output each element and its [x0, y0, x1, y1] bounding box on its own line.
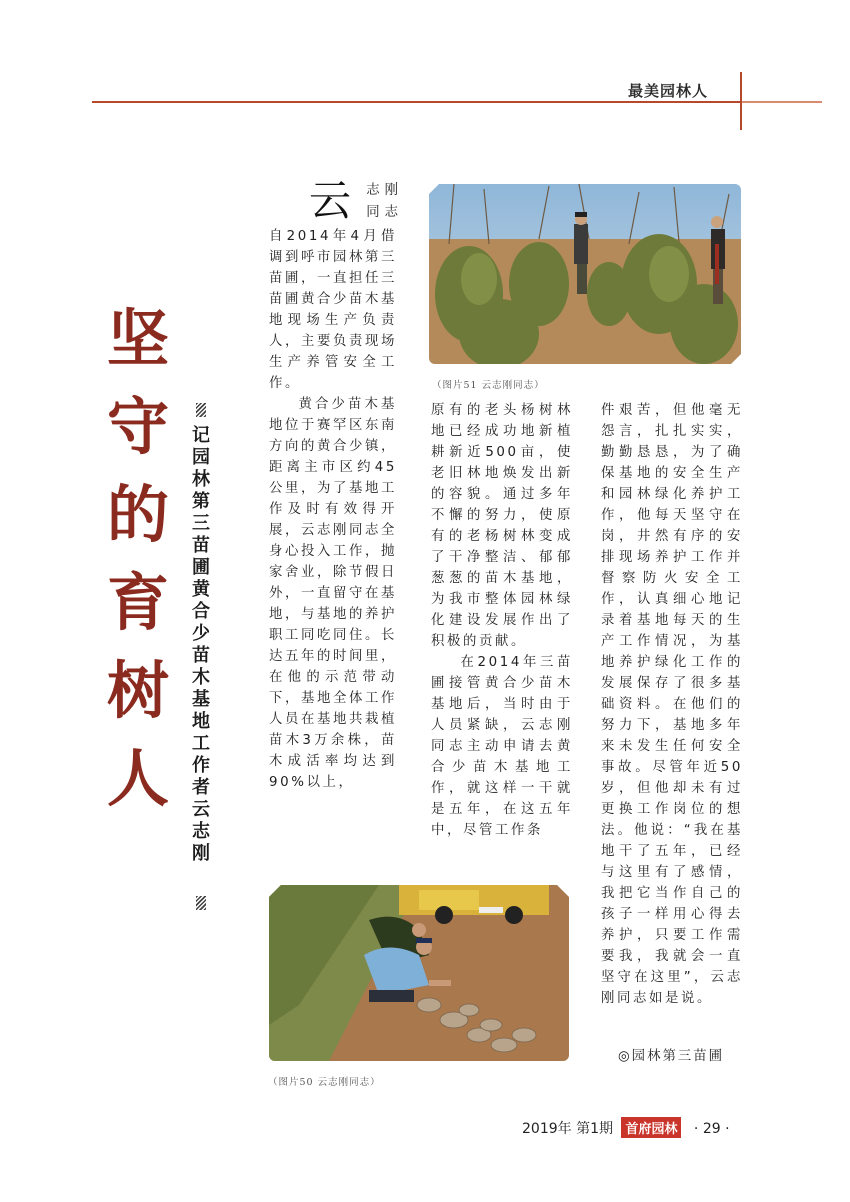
- article-column-1: [269, 226, 397, 793]
- subtitle-char: 园: [192, 447, 210, 468]
- subtitle-char: 第: [192, 491, 210, 512]
- section-label: 最美园林人: [628, 82, 709, 100]
- subtitle: [184, 425, 218, 865]
- main-title: [98, 295, 178, 823]
- paragraph: 在2014年三苗圃接管黄合少苗木基地后，当时由于人员紧缺，云志刚同志主动申请去黄合少苗木基地工作，就这样一干就是五年，在这五年中，尽管工作条: [431, 655, 573, 838]
- paragraph: 原有的老头杨树林地已经成功地新植耕新近500亩，使老旧林地焕发出新的容貌。通过多年不懈的努力，使原有的老杨树林变成了干净整洁、郁郁葱葱的苗木基地，为我市整体园林绿化建设发展作出了积极的贡献。: [431, 403, 573, 649]
- page-number: · 29 ·: [693, 1121, 730, 1137]
- subtitle-char: 刚: [192, 843, 210, 864]
- subtitle-char: 基: [192, 689, 210, 710]
- paragraph: 件艰苦，但他毫无怨言，扎扎实实，勤勤恳恳，为了确保基地的安全生产和园林绿化养护工作，他每天坚守在岗，井然有序的安排现场养护工作并督察防火安全工作，认真细心地记录着基地每天的生产工作情况，为基地养护绿化工作的发展保存了很多基础资料。在他们的努力下，基地多年来未发生任何安全事故。尽管年近50岁，但他却未有过更换工作岗位的想法。他说：“我在基地干了五年，已经与这里有了感情，我把它当作自己的孩子一样用心得去养护，只要工作需要我，我就会一直坚守在这里”，云志刚同志如是说。: [601, 403, 743, 1006]
- photo-workers-planting-image: [429, 184, 741, 364]
- paragraph: 黄合少苗木基地位于赛罕区东南方向的黄合少镇，距离主市区约45公里，为了基地工作及时有效得开展，云志刚同志全身心投入工作，抛家舍业，除节假日外，一直留守在基地，与基地的养护职工同吃同住。长达五年的时间里，在他的示范带动下，基地全体工作人员在基地共栽植苗木3万余株，苗木成活率均达到90%以上，: [269, 397, 397, 790]
- header-rule: [92, 101, 742, 103]
- subtitle-char: 作: [192, 755, 210, 776]
- subtitle-char: 林: [192, 469, 210, 490]
- header-rule-extension: [742, 101, 822, 103]
- subtitle-char: 工: [192, 733, 210, 754]
- subtitle-char: 苗: [192, 645, 210, 666]
- subtitle-ornament-bottom: [196, 896, 206, 910]
- photo-workers-planting: [429, 184, 741, 364]
- subtitle-char: 合: [192, 601, 210, 622]
- article-credit: ◎园林第三苗圃: [618, 1049, 725, 1064]
- subtitle-ornament-top: [196, 403, 206, 417]
- subtitle-char: 木: [192, 667, 210, 688]
- photo-caption: （图片51 云志刚同志）: [432, 380, 545, 391]
- subtitle-char: 记: [192, 425, 210, 446]
- subtitle-char: 地: [192, 711, 210, 732]
- paragraph: 自2014年4月借调到呼市园林第三苗圃，一直担任三苗圃黄合少苗木基地现场生产负责人，主要负责现场生产养管安全工作。: [269, 229, 397, 391]
- drop-cap-tail: 志刚同志: [366, 183, 403, 220]
- photo-caption: （图片50 云志刚同志）: [268, 1077, 381, 1088]
- title-char: 的: [106, 478, 169, 551]
- subtitle-char: 圃: [192, 557, 210, 578]
- drop-cap: 云: [309, 176, 352, 225]
- subtitle-char: 少: [192, 623, 210, 644]
- title-char: 树: [106, 654, 169, 727]
- subtitle-char: 三: [192, 513, 210, 534]
- subtitle-char: 者: [192, 777, 210, 798]
- title-char: 人: [106, 742, 169, 815]
- article-column-2: [431, 400, 573, 841]
- title-char: 坚: [106, 302, 169, 375]
- title-char: 育: [106, 566, 169, 639]
- photo-laying-stones-image: [269, 885, 569, 1061]
- photo-laying-stones: [269, 885, 569, 1061]
- subtitle-char: 黄: [192, 579, 210, 600]
- magazine-logo: 首府园林: [621, 1117, 681, 1138]
- page-footer: [522, 1117, 730, 1138]
- subtitle-char: 苗: [192, 535, 210, 556]
- subtitle-char: 云: [192, 799, 210, 820]
- article-column-3: [601, 400, 743, 1009]
- title-char: 守: [106, 390, 169, 463]
- issue-label: 2019年 第1期: [522, 1121, 613, 1137]
- subtitle-char: 志: [192, 821, 210, 842]
